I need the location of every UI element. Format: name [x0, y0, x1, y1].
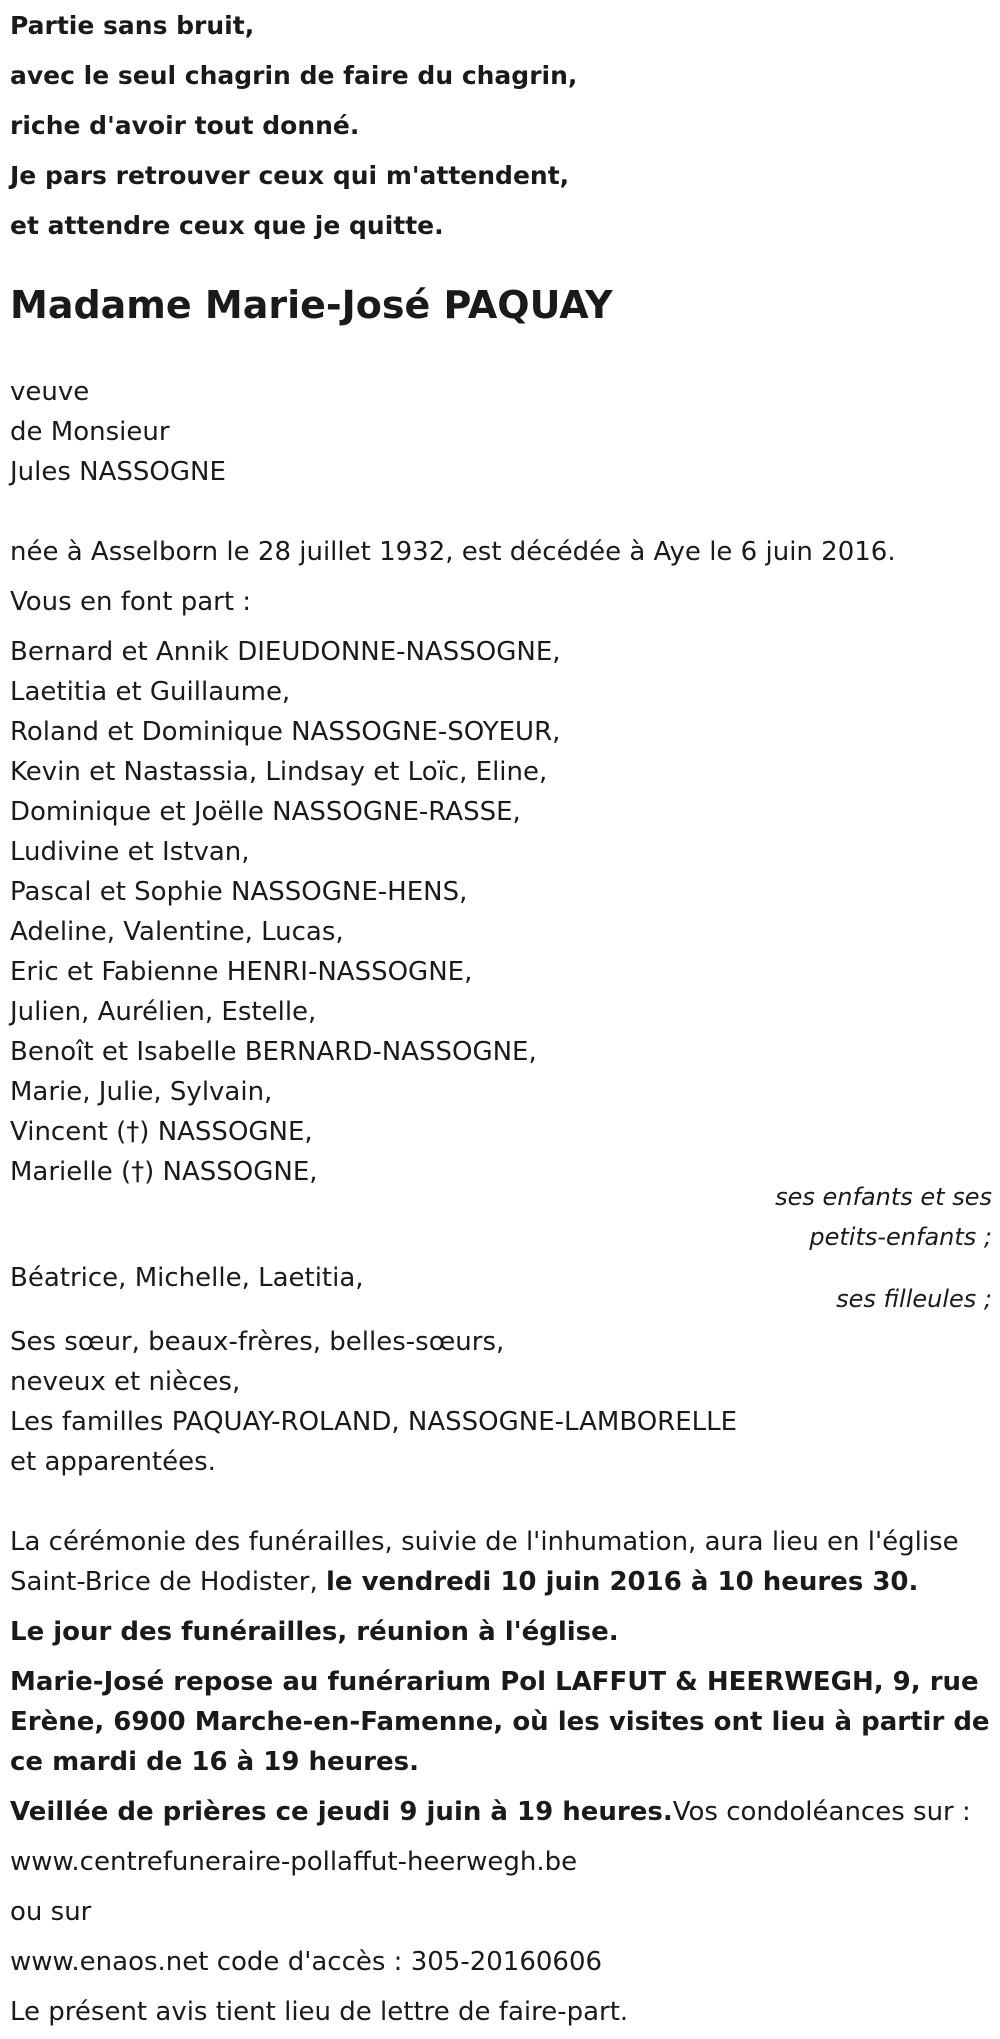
- poem-line-1: Partie sans bruit,: [10, 11, 255, 40]
- family-line: Ludivine et Istvan,: [10, 837, 250, 867]
- relatives-line-2: neveux et nièces,: [10, 1367, 241, 1397]
- closing-text: Le présent avis tient lieu de lettre de faire-part.: [10, 1997, 629, 2027]
- spouse-line-1: veuve: [10, 377, 90, 407]
- spouse-line-3: Jules NASSOGNE: [10, 457, 226, 487]
- announce-text: Vous en font part :: [10, 587, 252, 617]
- ceremony-location: Saint-Brice de Hodister,: [10, 1567, 326, 1597]
- poem-line-4: Je pars retrouver ceux qui m'attendent,: [10, 161, 570, 190]
- or-text: ou sur: [10, 1897, 92, 1927]
- goddaughters-role: ses filleules ;: [836, 1285, 992, 1313]
- family-line: Kevin et Nastassia, Lindsay et Loïc, Eline,: [10, 757, 548, 787]
- spouse-line-2: de Monsieur: [10, 417, 170, 447]
- family-line: Marie, Julie, Sylvain,: [10, 1077, 273, 1107]
- goddaughters-text: Béatrice, Michelle, Laetitia,: [10, 1263, 364, 1293]
- ceremony-line-2: [10, 1562, 918, 1602]
- meeting-text: Le jour des funérailles, réunion à l'église.: [10, 1617, 619, 1647]
- birth-death-text: née à Asselborn le 28 juillet 1932, est décédée à Aye le 6 juin 2016.: [10, 537, 896, 567]
- family-line: Pascal et Sophie NASSOGNE-HENS,: [10, 877, 468, 907]
- family-line: Eric et Fabienne HENRI-NASSOGNE,: [10, 957, 473, 987]
- vigil-text: Veillée de prières ce jeudi 9 juin à 19 heures.: [10, 1797, 673, 1827]
- family-line: Laetitia et Guillaume,: [10, 677, 291, 707]
- ceremony-date: le vendredi 10 juin 2016 à 10 heures 30.: [326, 1567, 919, 1597]
- relatives-line-4: et apparentées.: [10, 1447, 216, 1477]
- relatives-line-3: Les familles PAQUAY-ROLAND, NASSOGNE-LAMBORELLE: [10, 1407, 738, 1437]
- vigil-line: [10, 1792, 971, 1832]
- rest-paragraph: Marie-José repose au funérarium Pol LAFFUT & HEERWEGH, 9, rue Erène, 6900 Marche-en-Famenne, où les visites ont lieu à partir de ce mardi de 16 à 19 heures.: [10, 1667, 990, 1777]
- family-line: Bernard et Annik DIEUDONNE-NASSOGNE,: [10, 637, 561, 667]
- relatives-line-1: Ses sœur, beaux-frères, belles-sœurs,: [10, 1327, 505, 1357]
- poem-line-5: et attendre ceux que je quitte.: [10, 211, 444, 240]
- family-role-line-1: ses enfants et ses: [775, 1183, 992, 1211]
- website-link-1[interactable]: www.centrefuneraire-pollaffut-heerwegh.be: [10, 1847, 578, 1877]
- family-line: Dominique et Joëlle NASSOGNE-RASSE,: [10, 797, 521, 827]
- website-link-2[interactable]: www.enaos.net code d'accès : 305-20160606: [10, 1947, 603, 1977]
- family-line: Adeline, Valentine, Lucas,: [10, 917, 344, 947]
- poem-line-3: riche d'avoir tout donné.: [10, 111, 360, 140]
- family-line: Julien, Aurélien, Estelle,: [10, 997, 317, 1027]
- deceased-name: Madame Marie-José PAQUAY: [10, 283, 613, 327]
- family-line: Roland et Dominique NASSOGNE-SOYEUR,: [10, 717, 561, 747]
- family-line: Marielle (†) NASSOGNE,: [10, 1157, 318, 1187]
- poem-line-2: avec le seul chagrin de faire du chagrin,: [10, 61, 578, 90]
- family-role-line-2: petits-enfants ;: [809, 1223, 992, 1251]
- family-line: Benoît et Isabelle BERNARD-NASSOGNE,: [10, 1037, 537, 1067]
- family-line: Vincent (†) NASSOGNE,: [10, 1117, 313, 1147]
- ceremony-line-1: La cérémonie des funérailles, suivie de l'inhumation, aura lieu en l'église: [10, 1527, 959, 1557]
- condolences-text: Vos condoléances sur :: [672, 1797, 971, 1827]
